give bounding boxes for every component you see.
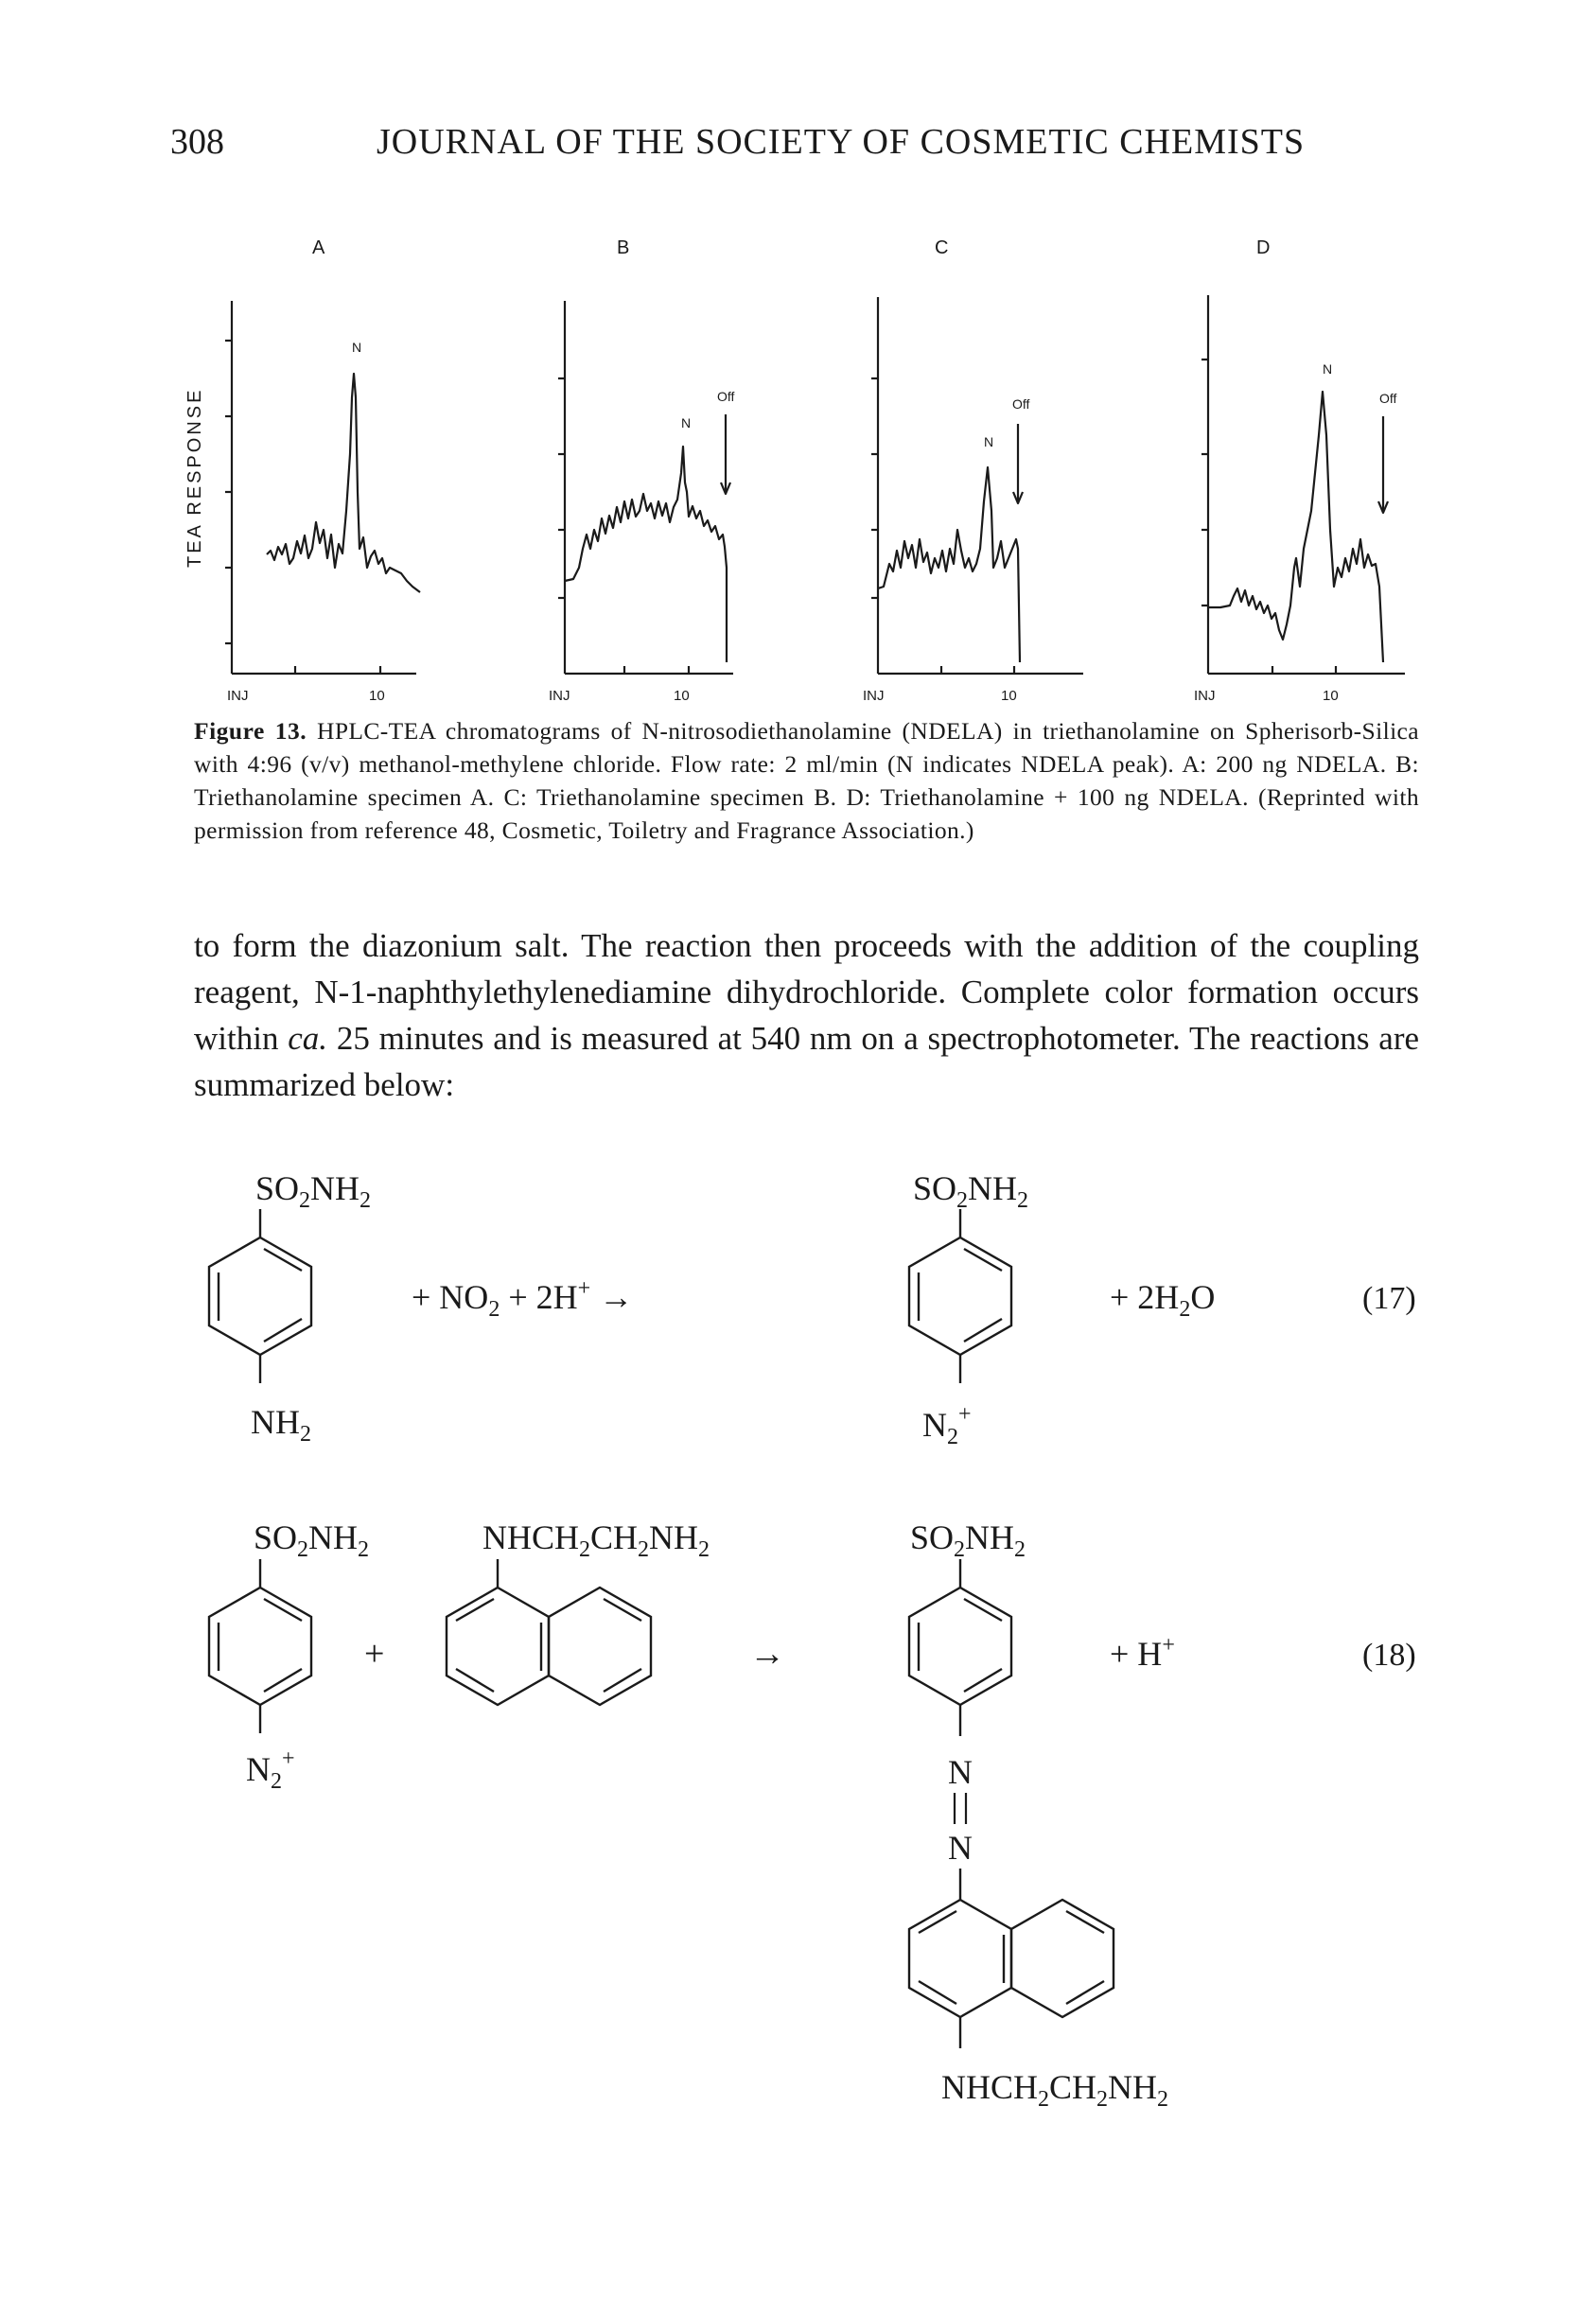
panel-d-inj-label: INJ	[1194, 688, 1216, 704]
figure-caption-text: HPLC-TEA chromatograms of N-nitrosodiethanolamine (NDELA) in triethanolamine on Spherisorb-Silica with 4:96 (v/v) methanol-methylene chloride. Flow rate: 2 ml/min (N indicates NDELA peak). A: 200 ng NDELA. B: Triethanolamine specimen A. C: Triethanolamine specimen B. D: Triethanolamine + 100 ng NDELA. (Reprinted with permission from reference 48, Cosmetic, Toiletry and Fragrance Association.)	[194, 717, 1419, 844]
eq18-product-top: $SO_2NH_2$	[910, 1518, 1026, 1562]
eq18-azo-n1: N	[948, 1753, 973, 1791]
eq18-coproduct: + H+	[1110, 1633, 1175, 1673]
eq17-reagents: + $NO_2 + 2H^+$ →	[412, 1276, 634, 1322]
panel-c-off-label: Off	[1012, 396, 1030, 412]
equation-17	[209, 1169, 1416, 1449]
eq18-arrow: →	[749, 1634, 785, 1674]
panel-a-inj-label: INJ	[227, 688, 249, 704]
eq17-coproduct: + $2H_2O$	[1110, 1278, 1216, 1322]
panel-c-peak-label: N	[984, 434, 994, 449]
figure-caption-label: Figure 13.	[194, 717, 307, 745]
eq18-azo-n2: N	[948, 1829, 973, 1867]
panel-b-label: B	[617, 237, 630, 258]
panel-c-label: C	[935, 237, 949, 258]
eq17-reactant-top: $SO_2NH_2$	[255, 1169, 372, 1213]
equation-18	[209, 1518, 1416, 2112]
panel-c-tick-label: 10	[1001, 688, 1017, 704]
panel-b-tick-label: 10	[674, 688, 690, 704]
eq18-reactant1-top: $SO_2NH_2$	[254, 1518, 370, 1562]
body-text-italic: ca.	[288, 1020, 328, 1057]
panel-c-inj-label: INJ	[863, 688, 885, 704]
panel-b-off-label: Off	[717, 389, 735, 404]
panel-a-peak-label: N	[352, 340, 362, 355]
panel-b-inj-label: INJ	[549, 688, 570, 704]
panel-b-peak-label: N	[681, 415, 692, 430]
page-number: 308	[170, 122, 224, 162]
eq17-reactant-bottom: $NH_2$	[251, 1403, 311, 1447]
eq17-number: (17)	[1362, 1281, 1416, 1316]
panel-d-off-label: Off	[1379, 391, 1397, 406]
eq18-reactant1-bottom: $N_2^+$	[246, 1746, 295, 1794]
eq18-reactant2-top: $NHCH_2CH_2NH_2$	[482, 1518, 710, 1562]
body-text-part2: 25 minutes and is measured at 540 nm on a spectrophotometer. The reactions are summarized below:	[194, 1020, 1420, 1103]
eq18-number: (18)	[1362, 1638, 1416, 1673]
panel-a-tick-label: 10	[369, 688, 385, 704]
panel-a-label: A	[312, 237, 325, 258]
eq18-product-bottom: $NHCH_2CH_2NH_2$	[941, 2068, 1169, 2112]
eq17-product-top: $SO_2NH_2$	[913, 1169, 1029, 1213]
eq18-plus: +	[364, 1634, 385, 1674]
y-axis-label: TEA RESPONSE	[184, 387, 205, 568]
panel-d-peak-label: N	[1323, 361, 1333, 377]
panel-d-tick-label: 10	[1323, 688, 1339, 704]
eq17-product-bottom: $N_2^+$	[922, 1402, 972, 1449]
running-head: JOURNAL OF THE SOCIETY OF COSMETIC CHEMISTS	[377, 122, 1306, 162]
body-text-part1: to form the diazonium salt. The reaction then proceeds with the addition of the coupling reagent, N-1-naphthylethylenediamine dihydrochloride. Complete color formation occurs within	[194, 927, 1419, 1057]
panel-d-label: D	[1256, 237, 1271, 258]
